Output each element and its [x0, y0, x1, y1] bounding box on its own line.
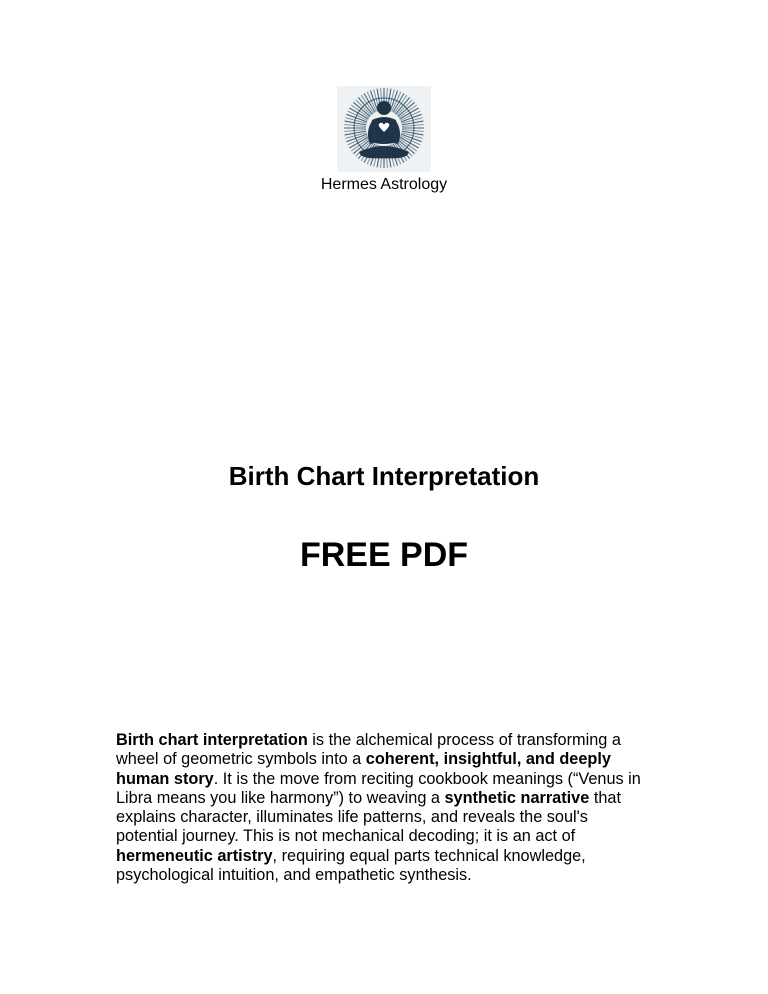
intro-emphasis: coherent, insightful, and deeply human story — [116, 750, 611, 788]
brand-name: Hermes Astrology — [320, 176, 448, 193]
intro-text: is the alchemical process of transforming a wheel of geometric symbols into a — [116, 731, 621, 769]
intro-emphasis: synthetic narrative — [444, 788, 590, 807]
intro-emphasis: Birth chart interpretation — [116, 731, 308, 749]
intro-paragraph — [116, 731, 652, 885]
intro-text: that explains character, illuminates life patterns, and reveals the soul's potential journey. This is not mechanical decoding; it is an act of — [116, 788, 621, 846]
meditating-figure-icon — [337, 86, 431, 172]
intro-text: , requiring equal parts technical knowledge, psychological intuition, and empathetic synthesis. — [116, 846, 586, 885]
page-title: Birth Chart Interpretation — [228, 461, 540, 491]
intro-emphasis: hermeneutic artistry — [116, 846, 273, 865]
intro-text: . It is the move from reciting cookbook meanings (“Venus in Libra means you like harmony”) to weaving a — [116, 769, 641, 807]
page-subtitle: FREE PDF — [299, 536, 469, 574]
